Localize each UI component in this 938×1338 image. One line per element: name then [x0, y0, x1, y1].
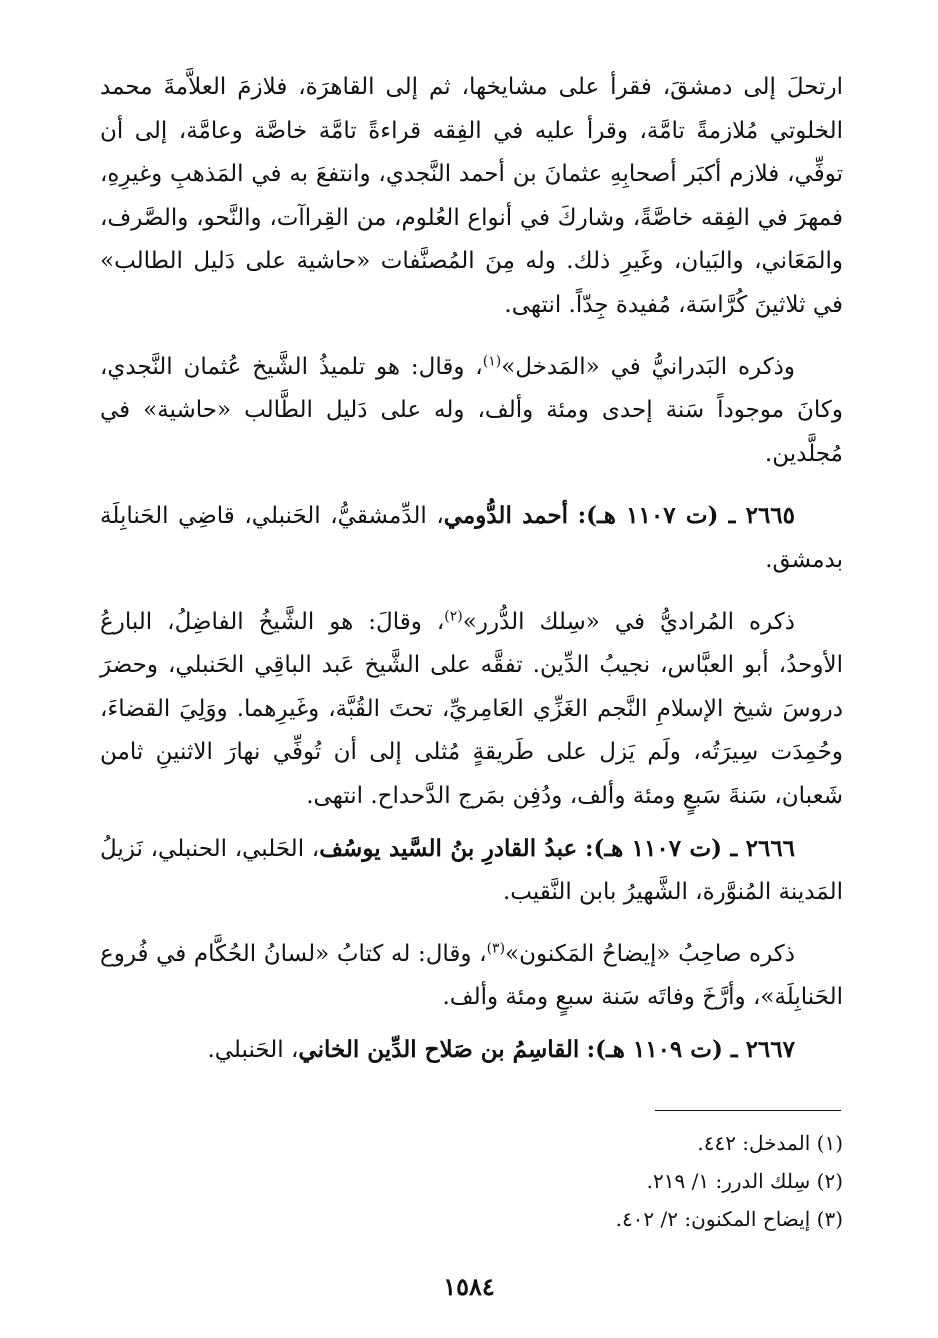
- citation-text-before: ذكره المُراديُّ في «سِلك الدُّرر»: [462, 608, 795, 635]
- footnote-marker: (٢): [444, 607, 463, 624]
- citation-text-before: وذكره البَدرانيُّ في «المَدخل»: [501, 353, 795, 380]
- citation-text-after: ، وقالَ: هو الشَّيخُ الفاضِلُ، البارعُ الأوحدُ، أبو العبَّاس، نجيبُ الدِّين. تفقَّه على الشَّيخ عَبد الباقِي الحَنبلي، وحضرَ دروسَ شيخ الإسلامِ النَّجم الغَزِّي العَامِريِّ، تحتَ القُبَّة، وغَيرِهما. ووَلِيَ القضاءَ، وحُمِدَت سِيرَتُه، ولَم يَزل على طَريقةٍ مُثلى إلى أن تُوفِّي نهارَ الاثنينِ ثامن شَعبان، سَنةَ سَبعٍ ومئة وألف، ودُفِن بمَرج الدَّحداح. انتهى.: [100, 608, 843, 809]
- footnote-2: (٢) سِلك الدرر: ١/ ٢١٩.: [646, 1169, 843, 1193]
- entry-name: القاسِمُ بن صَلاح الدِّين الخاني: [298, 1035, 580, 1063]
- footnote-marker: (١): [482, 352, 502, 369]
- paragraph-badrani-citation: [100, 346, 843, 477]
- entry-name: عبدُ القادرِ بنُ السَّيد يوسُف: [319, 834, 578, 862]
- entry-2665: [100, 494, 843, 582]
- paragraph-idah-citation: [100, 933, 843, 1020]
- entry-description: ، الدِّمشقيُّ، الحَنبلي، قاضِي الحَنابِلَة بدمشق.: [100, 503, 843, 573]
- footnote-divider: [655, 1110, 841, 1111]
- citation-text-after: ، وقال: له كتابُ «لسانُ الحُكَّام في فُروع الحَنابِلَة»، وأرَّخَ وفاتَه سَنة سبعٍ ومئة وألف.: [100, 940, 843, 1011]
- entry-2667: [100, 1028, 843, 1073]
- footnote-1: (١) المدخل: ٤٤٢.: [697, 1131, 843, 1155]
- footnotes: [400, 1124, 843, 1238]
- entry-description: ، الحَنبلي.: [207, 1036, 299, 1063]
- citation-text-before: ذكره صاحِبُ «إيضاحُ المَكنون»: [505, 940, 795, 967]
- entry-description: ، الحَلبي، الحنبلي، نَزيلُ المَدينة المُنوَّرة، الشَّهيرُ بابن النَّقيب.: [100, 835, 843, 906]
- entry-2666: [100, 827, 843, 915]
- entry-name: أحمد الدُّومي: [443, 502, 569, 530]
- entry-number: ٢٦٦٦ ـ (ت ١١٠٧ هـ):: [584, 834, 796, 862]
- main-text: [100, 66, 843, 1072]
- entry-number: ٢٦٦٧ ـ (ت ١١٠٩ هـ):: [586, 1035, 795, 1063]
- paragraph-muradi-citation: [100, 601, 843, 819]
- footnote-3: (٣) إيضاح المكنون: ٢/ ٤٠٢.: [615, 1207, 843, 1231]
- entry-number: ٢٦٦٥ ـ (ت ١١٠٧ هـ):: [577, 502, 796, 530]
- paragraph-continuation: ارتحلَ إلى دمشقَ، فقرأ على مشايخها، ثم إلى القاهرَة، فلازمَ العلاَّمةَ محمد الخلوتي مُلازمةً تامَّة، وقرأ عليه في الفِقه قراءةً تامَّة خاصَّة وعامَّة، إلى أن توفِّي، فلازم أكبَر أصحابِهِ عثمانَ بن أحمد النَّجدي، وانتفعَ به في المَذهبِ وغيرِهِ، فمهرَ في الفِقه خاصَّةً، وشاركَ في أنواع العُلوم، من القِراآت، والنَّحو، والصَّرف، والمَعَاني، والبَيان، وغَيرِ ذلك. وله مِنَ المُصنَّفات «حاشية على دَليل الطالب» في ثلاثينَ كُرَّاسَة، مُفيدة جِدّاً. انتهى.: [100, 74, 843, 318]
- citation-text-after: ، وقال: هو تلميذُ الشَّيخ عُثمان النَّجدي، وكانَ موجوداً سَنة إحدى ومئة وألف، وله على دَليل الطَّالب «حاشية» في مُجلَّدين.: [100, 353, 843, 467]
- footnote-marker: (٣): [486, 940, 506, 957]
- page-number: ١٥٨٤: [443, 1272, 495, 1301]
